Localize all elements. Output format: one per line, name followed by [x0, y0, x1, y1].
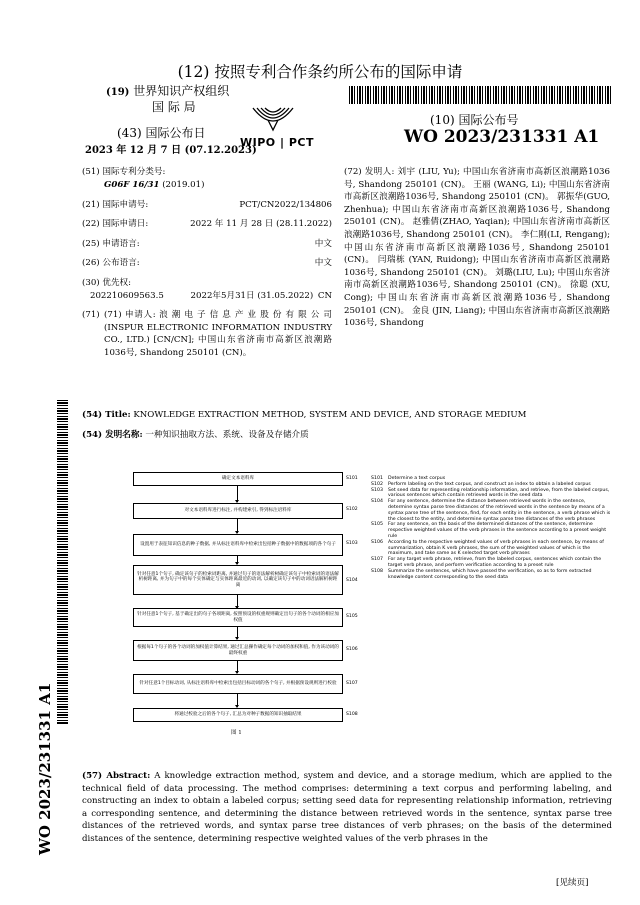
priority-cc: CN	[317, 290, 332, 301]
legend-item	[371, 540, 611, 557]
flow-box-s106: 根据每1个句子的各个动词的加权值计算结果, 通过汇总操作确定每个动词的加权和值, 作为该动词的最终权重	[133, 640, 343, 661]
filing-label: (22) 国际申请日:	[82, 219, 149, 229]
figure-legend	[371, 476, 611, 580]
lang-label: (25) 申请语言:	[82, 239, 140, 249]
applicant-row: (71) (71) 申请人: 浪 潮 电 子 信 息 产 业 股 份 有 限 公 司 (INSPUR ELECTRONIC INFORMATION INDUSTRY CO., LTD.) [CN/CN]; 中国山东省济南市高新区浪潮路1036号, Shandong 250101 (CN)。	[82, 310, 332, 358]
ipc-label: (51) 国际专利分类号:	[82, 167, 166, 177]
inventors-label: (72) 发明人:	[344, 167, 395, 177]
legend-item	[371, 499, 611, 522]
step-label: S106	[346, 647, 358, 652]
publang-row	[82, 257, 332, 270]
legend-text: For any target verb phrase, retrieve, from the labeled corpus, sentences which contain the target verb phrase, and perform verification according to a preset rule	[388, 557, 602, 568]
appno-value: PCT/CN2022/134806	[239, 200, 332, 210]
priority-row	[82, 277, 332, 302]
legend-text: According to the respective weighted values of verb phrases in each sentence, by means of summarization, obtain K verb phrases, the sum of the weighted values of which is the maximum, and take same as K selected target verb phrases	[388, 539, 604, 557]
legend-text: For any sentence, determine the distance between retrieved words in the sentence, determine syntax parse tree distances of the retrieved words in the sentence by means of a syntax parse tree of the sentence, find, for each entity in the sentence, a verb phrase which is the closest to the entity, and determine syntax parse tree distances of the verb phrases	[388, 499, 611, 522]
flow-arrow	[237, 694, 238, 707]
side-pubno: WO 2023/231331 A1	[36, 682, 54, 855]
flow-box-s102: 对文本语料库进行标注, 并构建索引, 得到标注语料库	[133, 503, 343, 519]
legend-code: S107	[371, 557, 383, 563]
legend-text: Determine a text corpus	[388, 476, 446, 481]
pubdate-value: 2023 年 12 月 7 日 (07.12.2023)	[85, 145, 257, 156]
flow-arrow	[237, 661, 238, 673]
org-line2: 国 际 局	[152, 100, 196, 114]
appno-row	[82, 199, 332, 212]
priority-label: (30) 优先权:	[82, 278, 132, 288]
pubno-label: (10) 国际公布号	[430, 113, 519, 127]
legend-text: For any sentence, on the basis of the determined distances of the sentence, determine respective weighted values of the verb phrases in the sentence according to a preset weight rule	[388, 522, 607, 539]
flow-arrow	[237, 556, 238, 564]
flow-box-s105: 针对任意1个句子, 基于确定出的句子各项距离, 按照预设的权重规则确定出句子的各个动词的相应加权值	[133, 608, 343, 627]
legend-code: S102	[371, 481, 383, 487]
applicant-value: 浪 潮 电 子 信 息 产 业 股 份 有 限 公 司 (INSPUR ELECTRONIC INFORMATION INDUSTRY CO., LTD.) [CN/CN]; 中国山东省济南市高新区浪潮路1036号, Shandong 250101 (CN)。	[104, 310, 332, 358]
legend-item	[371, 557, 611, 569]
legend-code: S101	[371, 476, 383, 481]
priority-no: 202210609563.5	[90, 290, 164, 301]
side-barcode	[57, 400, 68, 725]
step-label: S105	[346, 614, 358, 619]
title-en	[82, 409, 612, 422]
ipc-year: (2019.01)	[162, 179, 205, 190]
flow-arrow	[237, 519, 238, 533]
publang-value: 中文	[314, 258, 332, 268]
ipc-row	[82, 166, 332, 191]
legend-text: Perform labeling on the text corpus, and construct an index to obtain a labeled corpus	[388, 481, 591, 487]
title-en-label: (54) Title:	[82, 410, 131, 420]
legend-item	[371, 522, 611, 539]
filing-value: 2022 年 11 月 28 日 (28.11.2022)	[190, 219, 332, 229]
legend-code: S103	[371, 487, 383, 493]
flow-arrow	[237, 486, 238, 502]
pubdate-label: (43) 国际公布日	[117, 126, 206, 140]
org-line1: 世界知识产权组织	[133, 84, 230, 98]
step-label: S103	[346, 541, 358, 546]
wipo-logo-text: WIPO | PCT	[240, 136, 314, 149]
ipc-value: G06F 16/31	[104, 179, 160, 190]
lang-value: 中文	[314, 239, 332, 249]
legend-item	[371, 569, 611, 581]
step-label: S108	[346, 712, 358, 717]
flow-arrow	[237, 627, 238, 639]
title-en-value: KNOWLEDGE EXTRACTION METHOD, SYSTEM AND DEVICE, AND STORAGE MEDIUM	[133, 410, 527, 420]
flow-arrow	[237, 595, 238, 608]
org-num: (19)	[106, 87, 130, 98]
inventors-text: 刘宇 (LIU, Yu); 中国山东省济南市高新区浪潮路1036号, Shandong 250101 (CN)。 王丽 (WANG, Li); 中国山东省济南市高新区浪潮路1036号, Shandong 250101 (CN)。 郭振华(GUO, Zhenhua); 中国山东省济南市高新区浪潮路1036号, Shandong 250101 (CN)。 赵雅倩(ZHAO, Yaqian); 中国山东省济南市高新区浪潮路1036号, Shandong 250101 (CN)。 李仁刚(LI, Rengang); 中国山东省济南市高新区浪潮路1036号, Shandong 250101 (CN)。 闫瑞栋 (YAN, Ruidong); 中国山东省济南市高新区浪潮路1036号, Shandong 250101 (CN)。 刘璐(LIU, Lu); 中国山东省济南市高新区浪潮路1036号, Shandong 250101 (CN)。 徐聪 (XU, Cong); 中国山东省济南市高新区浪潮路1036号, Shandong 250101 (CN)。 金良 (JIN, Liang); 中国山东省济南市高新区浪潮路1036号, Shandong	[344, 167, 610, 329]
title-zh-label: (54) 发明名称:	[82, 430, 143, 440]
step-label: S107	[346, 681, 358, 686]
lang-row	[82, 238, 332, 251]
abstract	[82, 770, 612, 846]
publang-label: (26) 公布语言:	[82, 258, 140, 268]
legend-code: S104	[371, 499, 383, 505]
inventors-block	[344, 166, 610, 388]
abstract-text: A knowledge extraction method, system and device, and a storage medium, which are applied to the technical field of data processing. The method comprises: determining a text corpus and performing labeling, and constructing an index to obtain a labeled corpus; setting seed data for representing relationship information, retrieving a corresponding sentence, and determining the distance between retrieved words in the sentence, syntax parse tree distances of the retrieved words, and syntax parse tree distances of verb phrases; on the basis of the determined distances of the sentence, determining respective weighted values of the verb phrases in the	[82, 771, 612, 844]
flow-box-s103: 设置用于表征知识信息的种子数据, 并从标注语料库中检索出包括种子数据中的数据项的各个句子	[133, 534, 343, 556]
continued-note: [见续页]	[556, 878, 589, 888]
document-title: (12) 按照专利合作条约所公布的国际申请	[177, 63, 463, 81]
flow-box-s107: 针对任意1个目标动词, 从标注语料库中检索出包括目标动词的各个句子, 并根据预设规则进行校验	[133, 674, 343, 694]
figure-caption: 图 1	[231, 730, 242, 736]
legend-item	[371, 488, 611, 500]
applicant-text	[104, 309, 332, 359]
appno-label: (21) 国际申请号:	[82, 200, 149, 210]
priority-date: 2022年5月31日 (31.05.2022)	[190, 290, 314, 301]
top-barcode	[349, 86, 611, 104]
filing-row	[82, 218, 332, 231]
legend-code: S105	[371, 522, 383, 528]
legend-text: Set seed data for representing relationship information, and retrieve, from the labeled corpus, various sentences which contain retrieved words in the seed data	[388, 487, 610, 499]
flow-box-s108: 将通过校验之后的各个句子, 汇总为对种子数据的知识抽取结果	[133, 708, 343, 722]
abstract-label: (57) Abstract:	[82, 771, 151, 781]
step-label: S101	[346, 476, 358, 481]
title-zh	[82, 429, 612, 442]
applicant-label: (71) 申请人:	[104, 310, 156, 320]
flow-box-s104: 针对任意1个句子, 确定该句子的检索词距离, 并通过句子的语法解析树确定该句子中检索词的语法解析树距离, 并为句子中的每个实体确定与实体距离最近的动词, 以确定该句子中的动词语法解析树距离	[133, 565, 343, 595]
step-label: S102	[346, 507, 358, 512]
step-label: S104	[346, 578, 358, 583]
legend-code: S108	[371, 568, 383, 574]
title-zh-value: 一种知识抽取方法、系统、设备及存储介质	[145, 430, 309, 440]
legend-text: Summarize the sentences, which have passed the verification, so as to form extracted knowledge content corresponding to the seed data	[388, 568, 592, 580]
flow-box-s101: 确定文本语料库	[133, 472, 343, 486]
legend-code: S106	[371, 539, 383, 545]
pubno-value: WO 2023/231331 A1	[404, 127, 600, 147]
